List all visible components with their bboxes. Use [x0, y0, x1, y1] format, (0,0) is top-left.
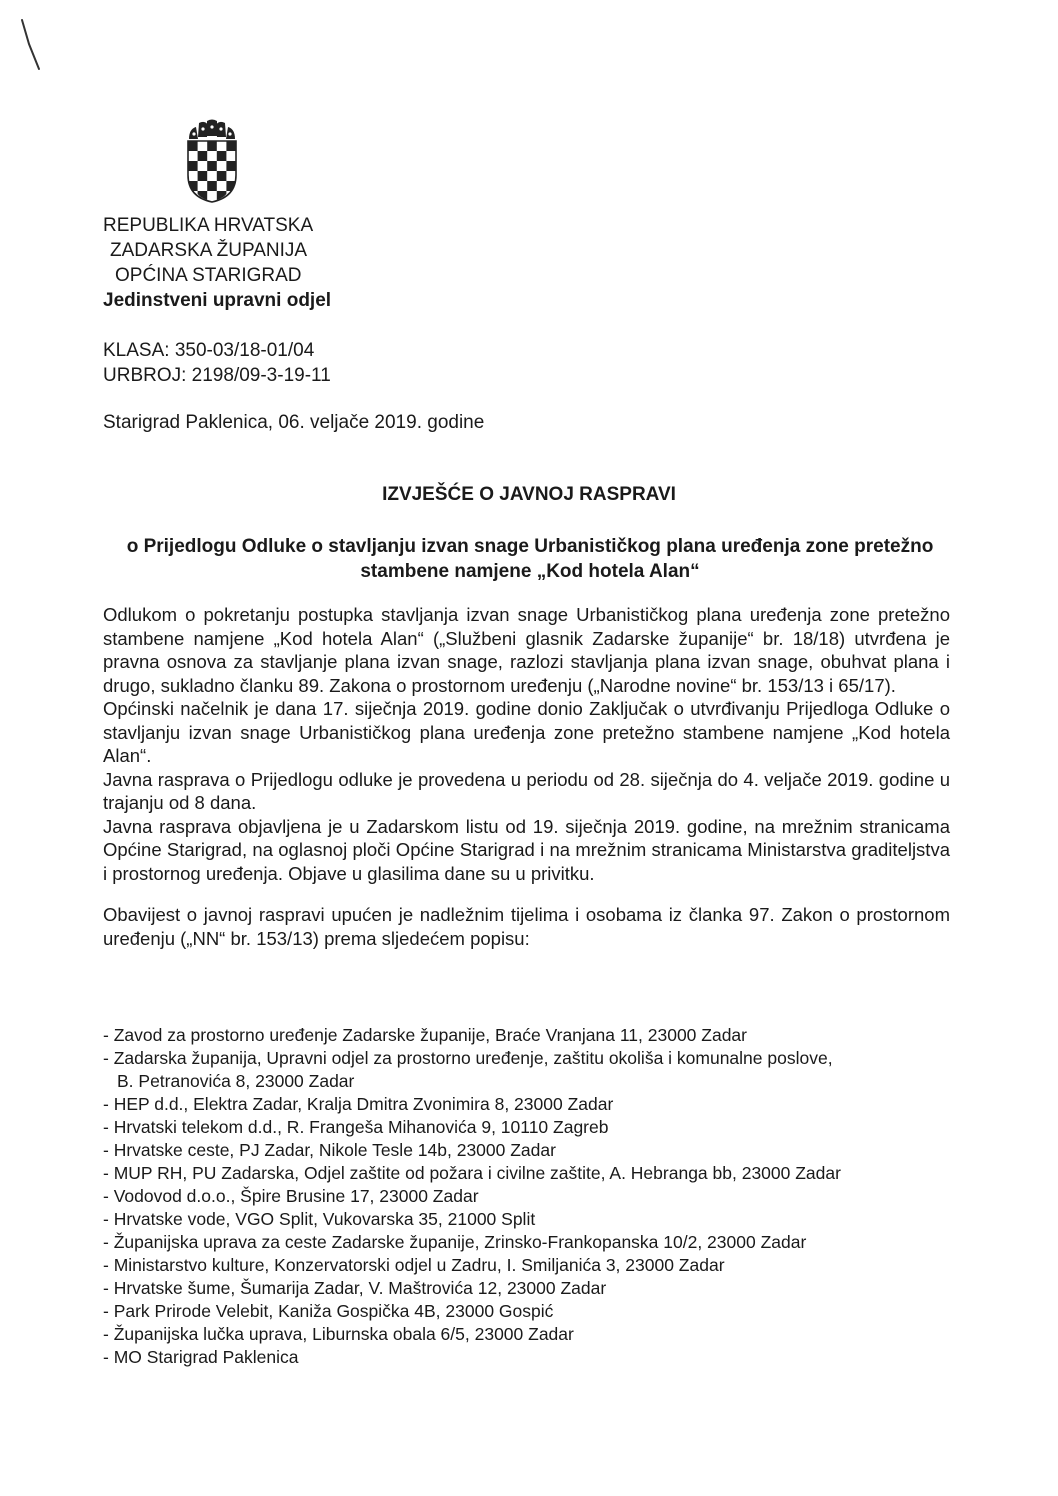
klasa-number: KLASA: 350-03/18-01/04 — [103, 340, 315, 361]
list-item: - Park Prirode Velebit, Kaniža Gospička 4B, 23000 Gospić — [103, 1301, 554, 1321]
county-name: ZADARSKA ŽUPANIJA — [110, 240, 308, 261]
document-body — [103, 603, 950, 950]
list-item: - Zavod za prostorno uređenje Zadarske županije, Braće Vranjana 11, 23000 Zadar — [103, 1025, 747, 1045]
pen-stroke-mark-icon — [10, 14, 50, 74]
department-name: Jedinstveni upravni odjel — [103, 290, 332, 311]
paragraph-conclusion: Općinski načelnik je dana 17. siječnja 2019. godine donio Zaključak o utvrđivanju Prijedloga Odluke o stavljanju izvan snage Urbanističkog plana uređenja zone pretežno stambene namjene „Kod hotela Alan“. — [103, 698, 950, 766]
list-item: - HEP d.d., Elektra Zadar, Kralja Dmitra Zvonimira 8, 23000 Zadar — [103, 1094, 614, 1114]
paragraph-period: Javna rasprava o Prijedlogu odluke je provedena u periodu od 28. siječnja do 4. veljače 2019. godine u trajanju od 8 dana. — [103, 768, 950, 813]
municipality-name: OPĆINA STARIGRAD — [115, 265, 302, 286]
paragraph-publication: Javna rasprava objavljena je u Zadarskom listu od 19. siječnja 2019. godine, na mrežnim stranicama Općine Starigrad, na oglasnoj ploči Općine Starigrad i na mrežnim stranicama Ministarstva graditeljstva i prostornog uređenja. Objave u glasilima dane su u privitku. — [103, 815, 950, 884]
list-item: - Hrvatske vode, VGO Split, Vukovarska 35, 21000 Split — [103, 1209, 536, 1229]
list-item: - MO Starigrad Paklenica — [103, 1347, 299, 1367]
list-item: - Ministarstvo kulture, Konzervatorski odjel u Zadru, I. Smiljanića 3, 23000 Zadar — [103, 1255, 725, 1275]
list-item: - Zadarska županija, Upravni odjel za prostorno uređenje, zaštitu okoliša i komunalne poslove, — [103, 1048, 833, 1068]
list-item: - Vodovod d.o.o., Špire Brusine 17, 23000 Zadar — [103, 1186, 479, 1206]
document-date: Starigrad Paklenica, 06. veljače 2019. godine — [103, 412, 485, 433]
urbroj-number: URBROJ: 2198/09-3-19-11 — [103, 365, 331, 386]
list-item: - MUP RH, PU Zadarska, Odjel zaštite od požara i civilne zaštite, A. Hebranga bb, 23000 Zadar — [103, 1163, 841, 1183]
croatian-coat-of-arms-icon — [186, 119, 238, 203]
document-subtitle: o Prijedlogu Odluke o stavljanju izvan snage Urbanističkog plana uređenja zone pretežno stambene namjene „Kod hotela Alan“ — [126, 536, 934, 582]
republic-name: REPUBLIKA HRVATSKA — [103, 215, 314, 236]
paragraph-notification: Obavijest o javnoj raspravi upućen je nadležnim tijelima i osobama iz članka 97. Zakon o prostornom uređenju („NN“ br. 153/13) prema sljedećem popisu: — [103, 904, 950, 949]
list-item: - Županijska lučka uprava, Liburnska obala 6/5, 23000 Zadar — [103, 1324, 574, 1344]
list-item-continuation: B. Petranovića 8, 23000 Zadar — [117, 1071, 355, 1091]
institution-header — [103, 213, 331, 313]
paragraph-legal-basis: Odlukom o pokretanju postupka stavljanja izvan snage Urbanističkog plana uređenja zone pretežno stambene namjene „Kod hotela Alan“ („Službeni glasnik Zadarske županije“ br. 18/18) utvrđena je pravna osnova za stavljanje plana izvan snage, razlozi stavljanja plana izvan snage, obuhvat plana i drugo, sukladno članku 89. Zakona o prostornom uređenju („Narodne novine“ br. 153/13 i 65/17). — [103, 604, 950, 696]
reference-block — [103, 338, 331, 388]
list-item: - Županijska uprava za ceste Zadarske županije, Zrinsko-Frankopanska 10/2, 23000 Zadar — [103, 1232, 807, 1252]
recipients-list — [103, 1024, 963, 1369]
list-item: - Hrvatske šume, Šumarija Zadar, V. Maštrovića 12, 23000 Zadar — [103, 1278, 607, 1298]
list-item: - Hrvatski telekom d.d., R. Frangeša Mihanovića 9, 10110 Zagreb — [103, 1117, 609, 1137]
document-title: IZVJEŠĆE O JAVNOJ RASPRAVI — [382, 484, 676, 505]
list-item: - Hrvatske ceste, PJ Zadar, Nikole Tesle 14b, 23000 Zadar — [103, 1140, 556, 1160]
